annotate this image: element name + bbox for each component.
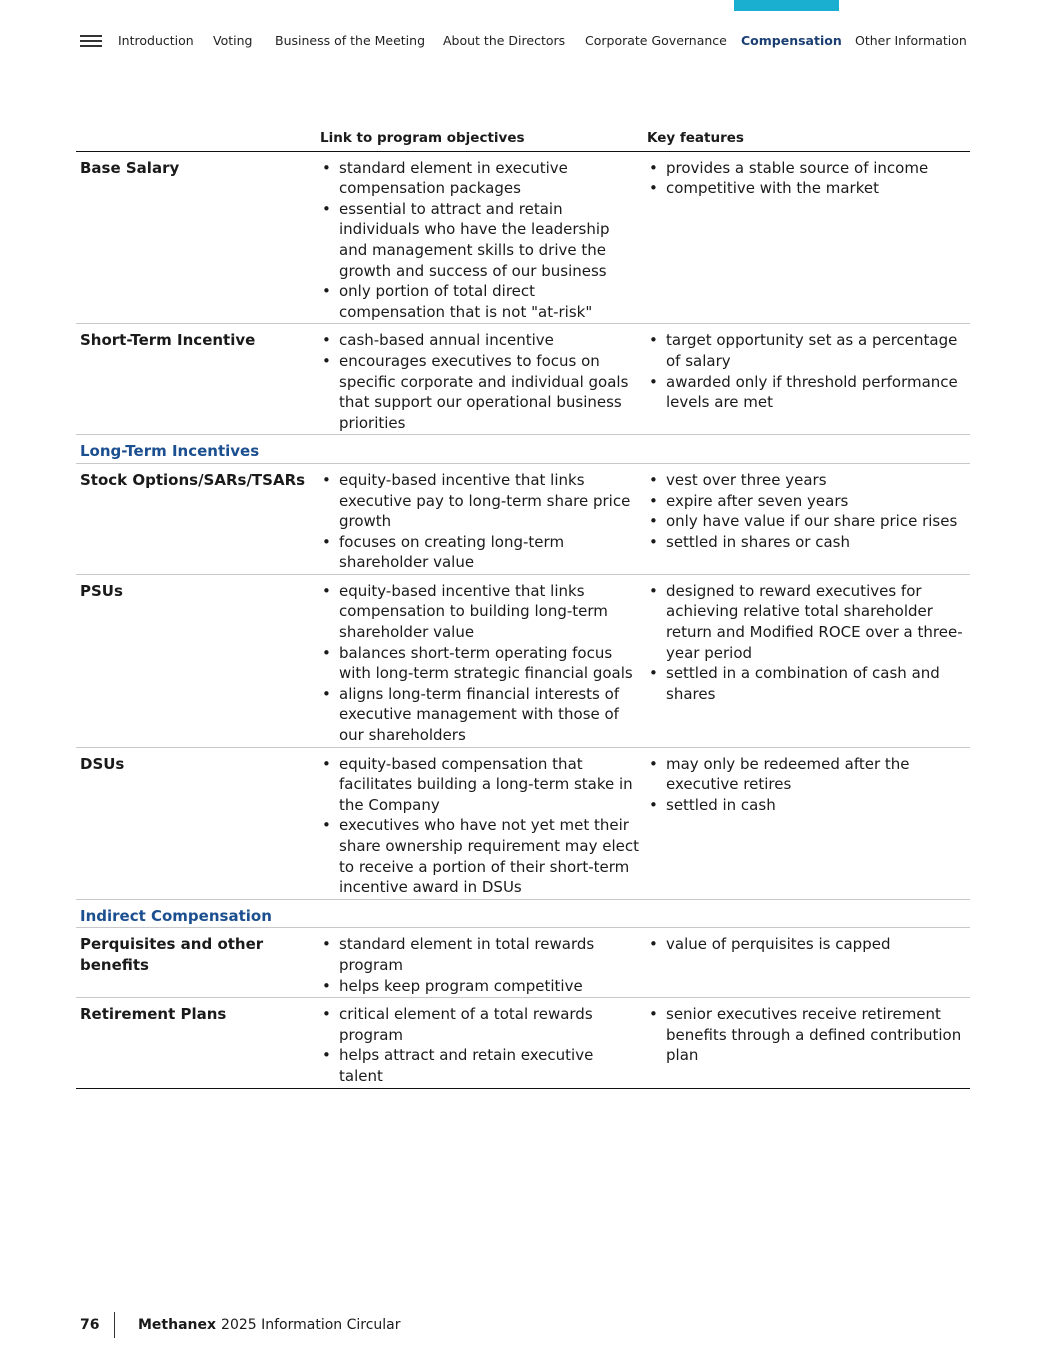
footer-divider bbox=[114, 1312, 115, 1338]
list-item: • helps attract and retain executive talent bbox=[320, 1045, 639, 1086]
list-item: • only have value if our share price rises bbox=[647, 511, 966, 532]
section-heading: Long-Term Incentives bbox=[76, 435, 970, 464]
list-item: • executives who have not yet met their share ownership requirement may elect to receive a portion of their short-term incentive award in DSUs bbox=[320, 815, 639, 897]
top-navigation bbox=[0, 0, 1048, 70]
list-item: • awarded only if threshold performance levels are met bbox=[647, 372, 966, 413]
objectives-list bbox=[320, 158, 639, 323]
brand-name: Methanex bbox=[138, 1317, 217, 1333]
list-item: • cash-based annual incentive bbox=[320, 330, 639, 351]
table-row bbox=[76, 463, 970, 574]
list-item: • expire after seven years bbox=[647, 491, 966, 512]
row-label: Base Salary bbox=[76, 151, 316, 324]
features-list bbox=[647, 934, 966, 955]
list-item: • encourages executives to focus on specific corporate and individual goals that support our operational business priorities bbox=[320, 351, 639, 433]
list-item: • settled in cash bbox=[647, 795, 966, 816]
list-item: • settled in a combination of cash and shares bbox=[647, 663, 966, 704]
objectives-list bbox=[320, 581, 639, 746]
objectives-list bbox=[320, 754, 639, 898]
row-label: Stock Options/SARs/TSARs bbox=[76, 463, 316, 574]
features-list bbox=[647, 330, 966, 412]
nav-introduction[interactable]: Introduction bbox=[118, 33, 194, 48]
list-item: • critical element of a total rewards program bbox=[320, 1004, 639, 1045]
list-item: • essential to attract and retain individuals who have the leadership and management skills to drive the growth and success of our business bbox=[320, 199, 639, 281]
table-body bbox=[76, 151, 970, 1088]
list-item: • value of perquisites is capped bbox=[647, 934, 966, 955]
table-row bbox=[76, 928, 970, 998]
list-item: • balances short-term operating focus with long-term strategic financial goals bbox=[320, 643, 639, 684]
active-section-indicator bbox=[734, 0, 839, 11]
objectives-cell bbox=[316, 747, 643, 899]
column-header-element bbox=[76, 128, 316, 151]
features-cell bbox=[643, 574, 970, 747]
table-row bbox=[76, 324, 970, 435]
row-label: Retirement Plans bbox=[76, 998, 316, 1088]
document-title: 2025 Information Circular bbox=[221, 1317, 401, 1333]
list-item: • only portion of total direct compensation that is not "at-risk" bbox=[320, 281, 639, 322]
objectives-cell bbox=[316, 151, 643, 324]
list-item: • equity-based compensation that facilitates building a long-term stake in the Company bbox=[320, 754, 639, 816]
list-item: • senior executives receive retirement benefits through a defined contribution plan bbox=[647, 1004, 966, 1066]
features-list bbox=[647, 754, 966, 816]
features-list bbox=[647, 158, 966, 199]
features-list bbox=[647, 581, 966, 705]
column-header-objectives: Link to program objectives bbox=[316, 128, 643, 151]
features-cell bbox=[643, 151, 970, 324]
features-cell bbox=[643, 928, 970, 998]
list-item: • designed to reward executives for achieving relative total shareholder return and Modified ROCE over a three-year period bbox=[647, 581, 966, 663]
table-section-row bbox=[76, 435, 970, 464]
row-label: PSUs bbox=[76, 574, 316, 747]
objectives-cell bbox=[316, 463, 643, 574]
objectives-cell bbox=[316, 324, 643, 435]
table-row bbox=[76, 747, 970, 899]
nav-other-information[interactable]: Other Information bbox=[855, 33, 967, 48]
list-item: • focuses on creating long-term shareholder value bbox=[320, 532, 639, 573]
objectives-list bbox=[320, 470, 639, 573]
table-row bbox=[76, 151, 970, 324]
page-number: 76 bbox=[80, 1317, 100, 1333]
list-item: • provides a stable source of income bbox=[647, 158, 966, 179]
features-list bbox=[647, 1004, 966, 1066]
hamburger-menu-icon[interactable] bbox=[80, 35, 102, 49]
row-label: Perquisites and other benefits bbox=[76, 928, 316, 998]
features-cell bbox=[643, 998, 970, 1088]
nav-about-the-directors[interactable]: About the Directors bbox=[443, 33, 566, 48]
list-item: • helps keep program competitive bbox=[320, 976, 639, 997]
list-item: • standard element in total rewards program bbox=[320, 934, 639, 975]
nav-voting[interactable]: Voting bbox=[213, 33, 253, 48]
list-item: • standard element in executive compensation packages bbox=[320, 158, 639, 199]
page-footer bbox=[80, 1312, 401, 1338]
list-item: • target opportunity set as a percentage of salary bbox=[647, 330, 966, 371]
section-heading: Indirect Compensation bbox=[76, 899, 970, 928]
list-item: • equity-based incentive that links compensation to building long-term shareholder value bbox=[320, 581, 639, 643]
nav-compensation[interactable]: Compensation bbox=[741, 33, 842, 48]
table-row bbox=[76, 574, 970, 747]
objectives-list bbox=[320, 934, 639, 996]
table-section-row bbox=[76, 899, 970, 928]
features-cell bbox=[643, 747, 970, 899]
nav-business-of-the-meeting[interactable]: Business of the Meeting bbox=[275, 33, 425, 48]
list-item: • equity-based incentive that links executive pay to long-term share price growth bbox=[320, 470, 639, 532]
list-item: • settled in shares or cash bbox=[647, 532, 966, 553]
features-cell bbox=[643, 463, 970, 574]
column-header-features: Key features bbox=[643, 128, 970, 151]
row-label: DSUs bbox=[76, 747, 316, 899]
nav-corporate-governance[interactable]: Corporate Governance bbox=[585, 33, 727, 48]
objectives-cell bbox=[316, 574, 643, 747]
objectives-cell bbox=[316, 928, 643, 998]
objectives-list bbox=[320, 1004, 639, 1086]
objectives-cell bbox=[316, 998, 643, 1088]
list-item: • aligns long-term financial interests of executive management with those of our shareholders bbox=[320, 684, 639, 746]
list-item: • competitive with the market bbox=[647, 178, 966, 199]
compensation-elements-table bbox=[76, 128, 970, 1089]
row-label: Short-Term Incentive bbox=[76, 324, 316, 435]
objectives-list bbox=[320, 330, 639, 433]
table-header-row bbox=[76, 128, 970, 151]
list-item: • may only be redeemed after the executive retires bbox=[647, 754, 966, 795]
table-row bbox=[76, 998, 970, 1088]
list-item: • vest over three years bbox=[647, 470, 966, 491]
features-cell bbox=[643, 324, 970, 435]
features-list bbox=[647, 470, 966, 552]
